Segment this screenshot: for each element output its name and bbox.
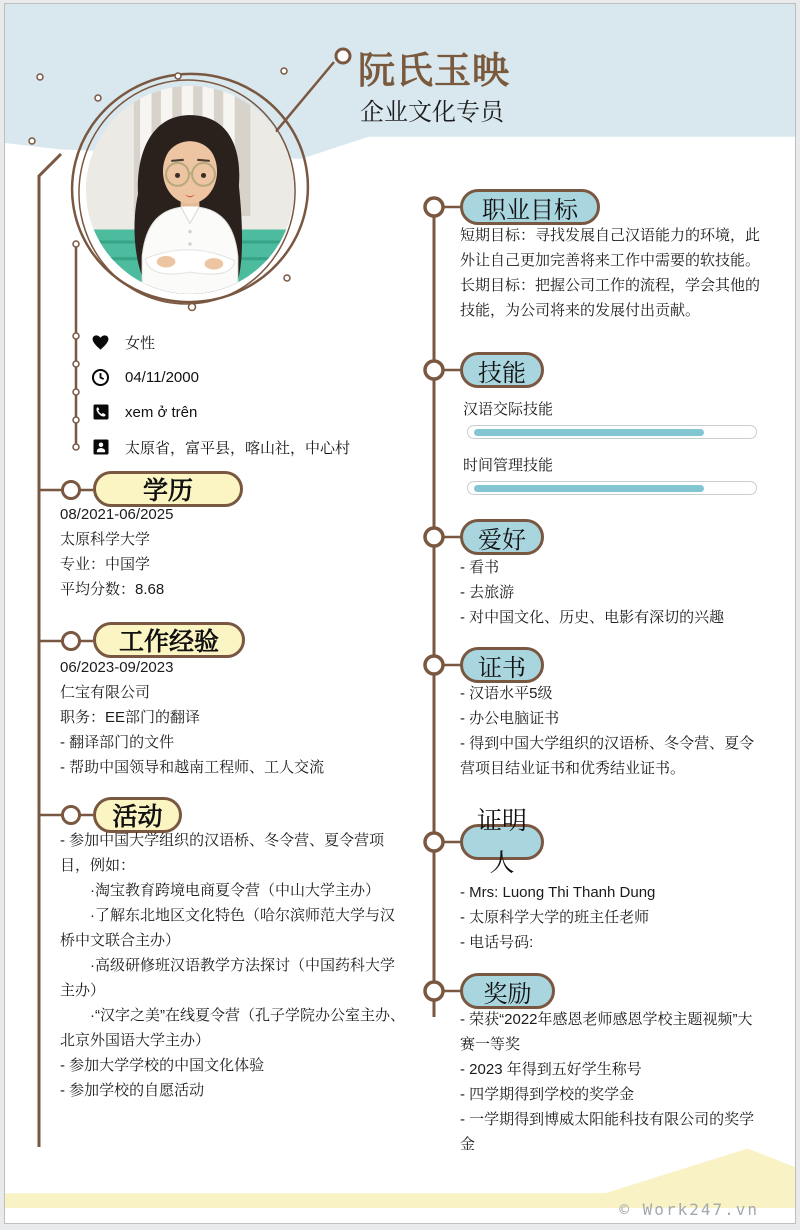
award-line: - 四学期得到学校的奖学金: [460, 1086, 635, 1103]
section-heading-objective: [460, 189, 600, 225]
activities-line: - 参加大学学校的中国文化体验: [60, 1057, 265, 1074]
skills-heading-label: 技能: [478, 359, 526, 387]
education-heading-label: 学历: [142, 477, 193, 505]
referee-line: - 电话号码:: [460, 934, 534, 951]
objective-line: 短期目标：寻找发展自己汉语能力的环境，此外让自己更加完善将来工作中需要的软技能。: [460, 227, 761, 269]
experience-line: 职务：EE部门的翻译: [60, 709, 201, 726]
activities-line: ·“汉字之美”在线夏令营（孔子学院办公室主办、北京外国语大学主办）: [60, 1007, 405, 1049]
profile-gender: 女性: [125, 334, 156, 352]
portrait-illustration: [86, 86, 294, 294]
resume-page: [4, 3, 796, 1224]
certificates-heading-label: 证书: [478, 654, 526, 682]
candidate-name: 阮氏玉映: [358, 50, 510, 91]
skill-label: 汉语交际技能: [463, 401, 554, 418]
award-line: - 2023 年得到五好学生称号: [460, 1061, 642, 1078]
experience-heading-label: 工作经验: [118, 628, 219, 656]
certificate-line: - 办公电脑证书: [460, 710, 560, 727]
certificate-line: - 得到中国大学组织的汉语桥、冬令营、夏令营项目结业证书和优秀结业证书。: [460, 735, 755, 777]
activities-line: - 参加学校的自愿活动: [60, 1082, 205, 1099]
section-heading-skills: [460, 352, 544, 388]
experience-line: 仁宝有限公司: [60, 684, 151, 701]
site-watermark: © Work247.vn: [619, 1200, 759, 1219]
education-line: 平均分数：8.68: [60, 581, 165, 598]
award-line: - 荣获“2022年感恩老师感恩学校主题视频”大赛一等奖: [460, 1011, 753, 1053]
activities-line: ·高级研修班汉语教学方法探讨（中国药科大学主办）: [60, 957, 395, 999]
profile-row-birthday: [91, 365, 199, 389]
experience-line: - 翻译部门的文件: [60, 734, 175, 751]
referee-line: - 太原科学大学的班主任老师: [460, 909, 650, 926]
referee-content: [460, 880, 764, 955]
education-line: 太原科学大学: [60, 531, 151, 548]
hobbies-heading-label: 爱好: [478, 526, 526, 554]
hobby-line: - 看书: [460, 559, 500, 576]
section-heading-awards: [460, 973, 555, 1009]
experience-content: [60, 655, 408, 780]
profile-row-address: [91, 435, 350, 459]
objective-content: [460, 223, 764, 323]
activities-heading-label: 活动: [112, 803, 163, 831]
section-heading-referee: [460, 807, 544, 877]
objective-line: 长期目标：把握公司工作的流程，学会其他的技能，为公司将来的发展付出贡献。: [460, 277, 761, 319]
section-heading-experience: [93, 622, 245, 658]
activities-content: [60, 828, 408, 1103]
objective-heading-label: 职业目标: [482, 196, 578, 224]
section-heading-certificates: [460, 647, 544, 683]
skill-bar-fill: [474, 485, 704, 492]
education-line: 专业：中国学: [60, 556, 151, 573]
education-content: [60, 502, 408, 602]
activities-line: - 参加中国大学组织的汉语桥、冬令营、夏令营项目，例如：: [60, 832, 385, 874]
profile-row-gender: [91, 330, 155, 354]
awards-content: [460, 1007, 764, 1157]
phone-icon: [91, 403, 110, 422]
experience-line: - 帮助中国领导和越南工程师、工人交流: [60, 759, 325, 776]
certificates-content: [460, 681, 764, 781]
hobbies-content: [460, 555, 764, 630]
activities-line: ·淘宝教育跨境电商夏令营（中山大学主办）: [60, 882, 380, 899]
profile-photo: [86, 86, 294, 294]
clock-icon: [91, 368, 110, 387]
experience-line: 06/2023-09/2023: [60, 659, 174, 676]
skill-label: 时间管理技能: [463, 457, 554, 474]
referee-heading-label: 证明人: [476, 807, 527, 877]
hobby-line: - 对中国文化、历史、电影有深切的兴趣: [460, 609, 725, 626]
profile-phone: xem ở trên: [125, 403, 198, 421]
awards-heading-label: 奖励: [483, 980, 532, 1008]
referee-line: - Mrs: Luong Thi Thanh Dung: [460, 884, 656, 901]
section-heading-hobbies: [460, 519, 544, 555]
skill-bar-track: [467, 425, 757, 439]
education-line: 08/2021-06/2025: [60, 506, 174, 523]
profile-birthday: 04/11/2000: [125, 368, 199, 386]
profile-address: 太原省，富平县，喀山社，中心村: [125, 439, 351, 457]
activities-line: ·了解东北地区文化特色（哈尔滨师范大学与汉桥中文联合主办）: [60, 907, 395, 949]
award-line: - 一学期得到博威太阳能科技有限公司的奖学金: [460, 1111, 755, 1153]
skill-bar-fill: [474, 429, 704, 436]
heart-icon: [91, 333, 110, 352]
hobby-line: - 去旅游: [460, 584, 515, 601]
skill-bar-track: [467, 481, 757, 495]
contact-card-icon: [91, 438, 110, 457]
candidate-job-title: 企业文化专员: [360, 99, 504, 126]
certificate-line: - 汉语水平5级: [460, 685, 553, 702]
profile-row-phone: [91, 400, 197, 424]
